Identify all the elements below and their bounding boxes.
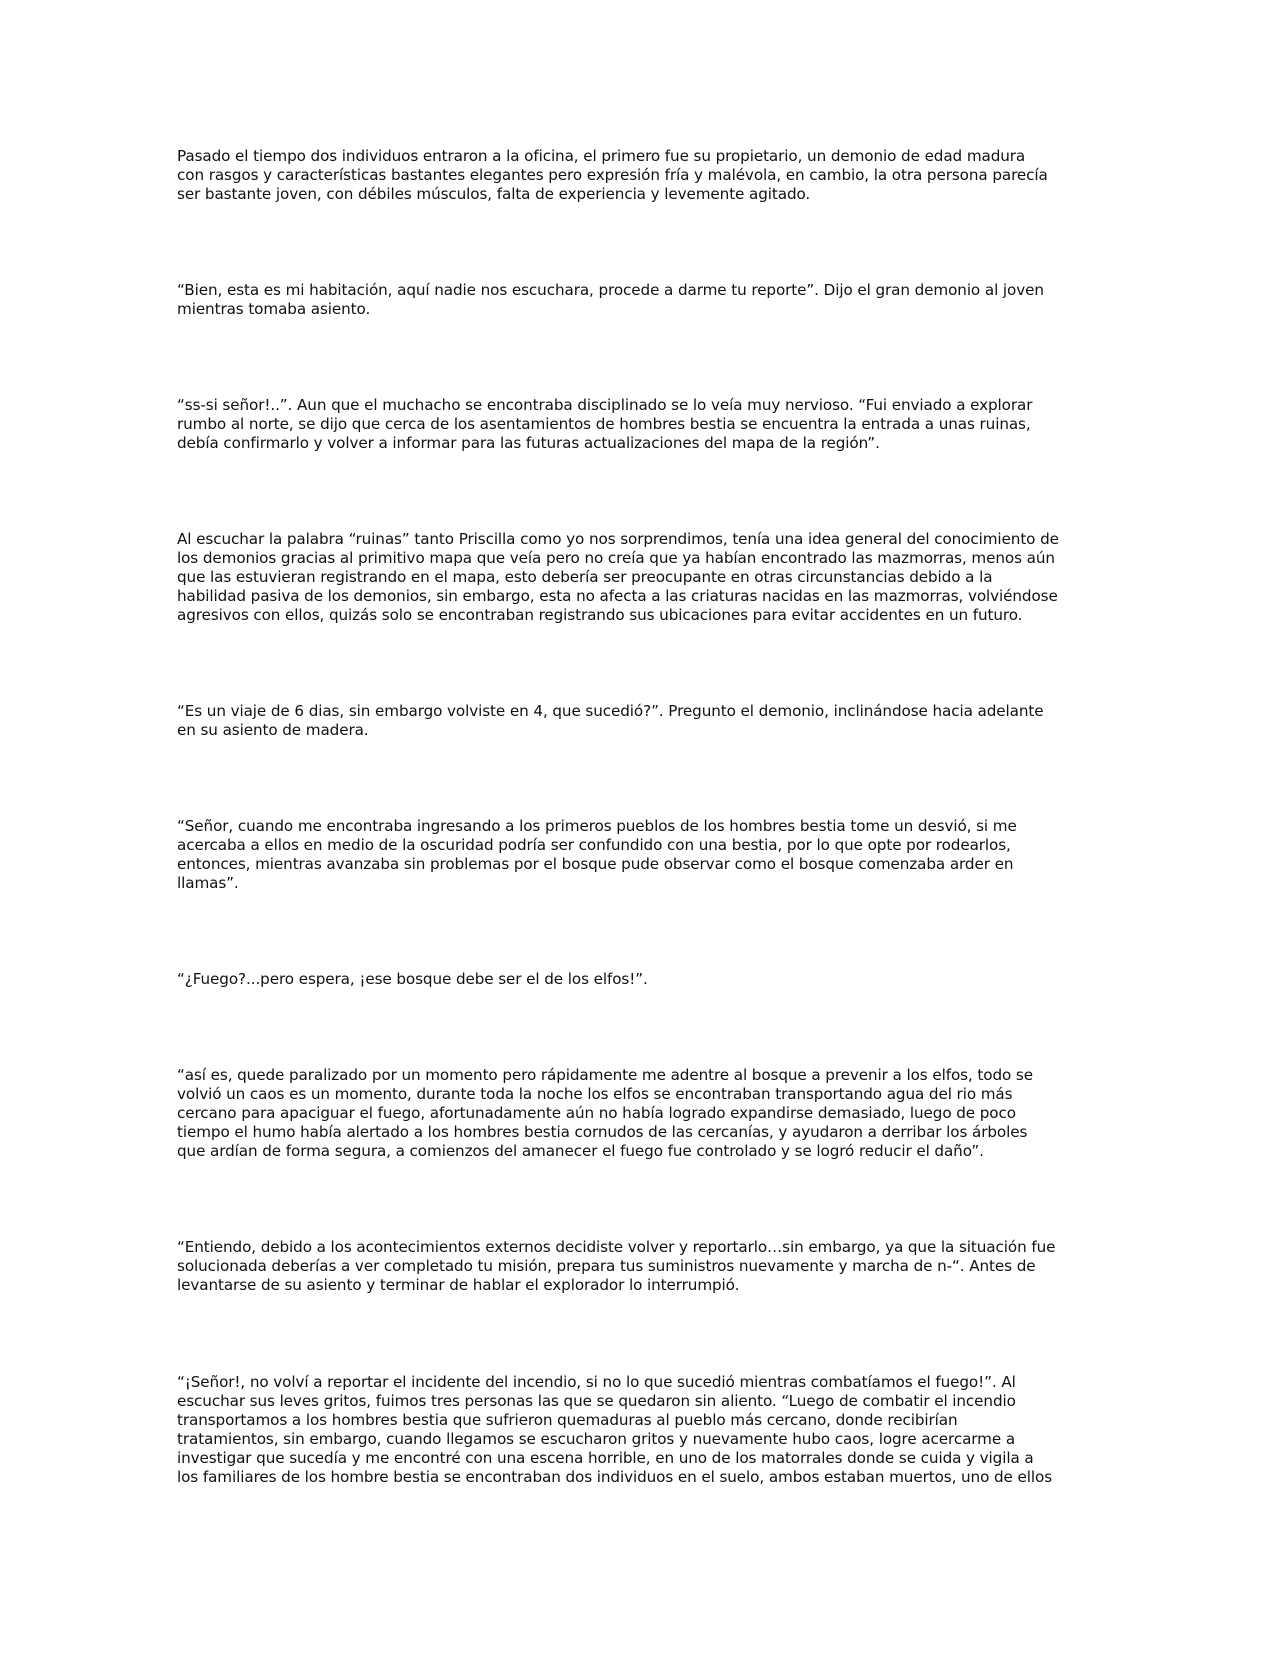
paragraph-line: solucionada deberías a ver completado tu misión, prepara tus suministros nuevamente y marcha de n-“. Antes de <box>177 1257 1036 1275</box>
paragraph-line: “Es un viaje de 6 dias, sin embargo volviste en 4, que sucedió?”. Pregunto el demonio, inclinándose hacia adelante <box>177 702 1044 720</box>
paragraph-line: investigar que sucedía y me encontré con una escena horrible, en uno de los matorrales donde se cuida y vigila a <box>177 1449 1034 1467</box>
paragraph-line: con rasgos y características bastantes elegantes pero expresión fría y malévola, en cambio, la otra persona parecía <box>177 166 1048 184</box>
paragraph-line: entonces, mientras avanzaba sin problemas por el bosque pude observar como el bosque comenzaba arder en <box>177 855 1014 873</box>
paragraph-line: acercaba a ellos en medio de la oscuridad podría ser confundido con una bestia, por lo que opte por rodearlos, <box>177 836 1011 854</box>
paragraph-line: llamas”. <box>177 874 239 892</box>
paragraph-2 <box>177 281 1107 319</box>
paragraph-line: “ss-si señor!..”. Aun que el muchacho se encontraba disciplinado se lo veía muy nervioso. “Fui enviado a explorar <box>177 396 1033 414</box>
paragraph-6 <box>177 817 1107 893</box>
paragraph-line: rumbo al norte, se dijo que cerca de los asentamientos de hombres bestia se encuentra la entrada a unas ruinas, <box>177 415 1031 433</box>
paragraph-line: ser bastante joven, con débiles músculos, falta de experiencia y levemente agitado. <box>177 185 811 203</box>
paragraph-5 <box>177 702 1107 740</box>
paragraph-line: que ardían de forma segura, a comienzos del amanecer el fuego fue controlado y se logró reducir el daño”. <box>177 1142 984 1160</box>
paragraph-line: “así es, quede paralizado por un momento pero rápidamente me adentre al bosque a prevenir a los elfos, todo se <box>177 1066 1033 1084</box>
paragraph-line: volvió un caos es un momento, durante toda la noche los elfos se encontraban transportando agua del rio más <box>177 1085 1013 1103</box>
paragraph-line: en su asiento de madera. <box>177 721 369 739</box>
paragraph-7 <box>177 970 1107 989</box>
paragraph-line: transportamos a los hombres bestia que sufrieron quemaduras al pueblo más cercano, donde recibirían <box>177 1411 958 1429</box>
paragraph-line: cercano para apaciguar el fuego, afortunadamente aún no había logrado expandirse demasiado, luego de poco <box>177 1104 1016 1122</box>
paragraph-line: habilidad pasiva de los demonios, sin embargo, esta no afecta a las criaturas nacidas en las mazmorras, volviéndose <box>177 587 1058 605</box>
paragraph-line: “¿Fuego?...pero espera, ¡ese bosque debe ser el de los elfos!”. <box>177 970 648 988</box>
paragraph-line: “Bien, esta es mi habitación, aquí nadie nos escuchara, procede a darme tu reporte”. Dijo el gran demonio al joven <box>177 281 1044 299</box>
paragraph-line: debía confirmarlo y volver a informar para las futuras actualizaciones del mapa de la región”. <box>177 434 880 452</box>
paragraph-line: Pasado el tiempo dos individuos entraron a la oficina, el primero fue su propietario, un demonio de edad madura <box>177 147 1026 165</box>
paragraph-4 <box>177 530 1107 625</box>
paragraph-line: Al escuchar la palabra “ruinas” tanto Priscilla como yo nos sorprendimos, tenía una idea general del conocimiento de <box>177 530 1059 548</box>
paragraph-9 <box>177 1238 1107 1295</box>
paragraph-line: agresivos con ellos, quizás solo se encontraban registrando sus ubicaciones para evitar accidentes en un futuro. <box>177 606 1023 624</box>
paragraph-line: mientras tomaba asiento. <box>177 300 371 318</box>
paragraph-line: los demonios gracias al primitivo mapa que veía pero no creía que ya habían encontrado las mazmorras, menos aún <box>177 549 1055 567</box>
paragraph-line: los familiares de los hombre bestia se encontraban dos individuos en el suelo, ambos estaban muertos, uno de ellos <box>177 1468 1053 1486</box>
paragraph-line: “Entiendo, debido a los acontecimientos externos decidiste volver y reportarlo…sin embargo, ya que la situación fue <box>177 1238 1056 1256</box>
paragraph-8 <box>177 1066 1107 1161</box>
paragraph-line: “Señor, cuando me encontraba ingresando a los primeros pueblos de los hombres bestia tome un desvió, si me <box>177 817 1017 835</box>
paragraph-line: tiempo el humo había alertado a los hombres bestia cornudos de las cercanías, y ayudaron a derribar los árboles <box>177 1123 1028 1141</box>
paragraph-3 <box>177 396 1107 453</box>
paragraph-line: escuchar sus leves gritos, fuimos tres personas las que se quedaron sin aliento. “Luego de combatir el incendio <box>177 1392 1016 1410</box>
paragraph-line: levantarse de su asiento y terminar de hablar el explorador lo interrumpió. <box>177 1276 740 1294</box>
paragraph-line: que las estuvieran registrando en el mapa, esto debería ser preocupante en otras circunstancias debido a la <box>177 568 993 586</box>
paragraph-line: “¡Señor!, no volví a reportar el incidente del incendio, si no lo que sucedió mientras combatíamos el fuego!”. Al <box>177 1373 1016 1391</box>
paragraph-1 <box>177 147 1107 204</box>
paragraph-line: tratamientos, sin embargo, cuando llegamos se escucharon gritos y nuevamente hubo caos, logre acercarme a <box>177 1430 1016 1448</box>
paragraph-10 <box>177 1373 1107 1487</box>
